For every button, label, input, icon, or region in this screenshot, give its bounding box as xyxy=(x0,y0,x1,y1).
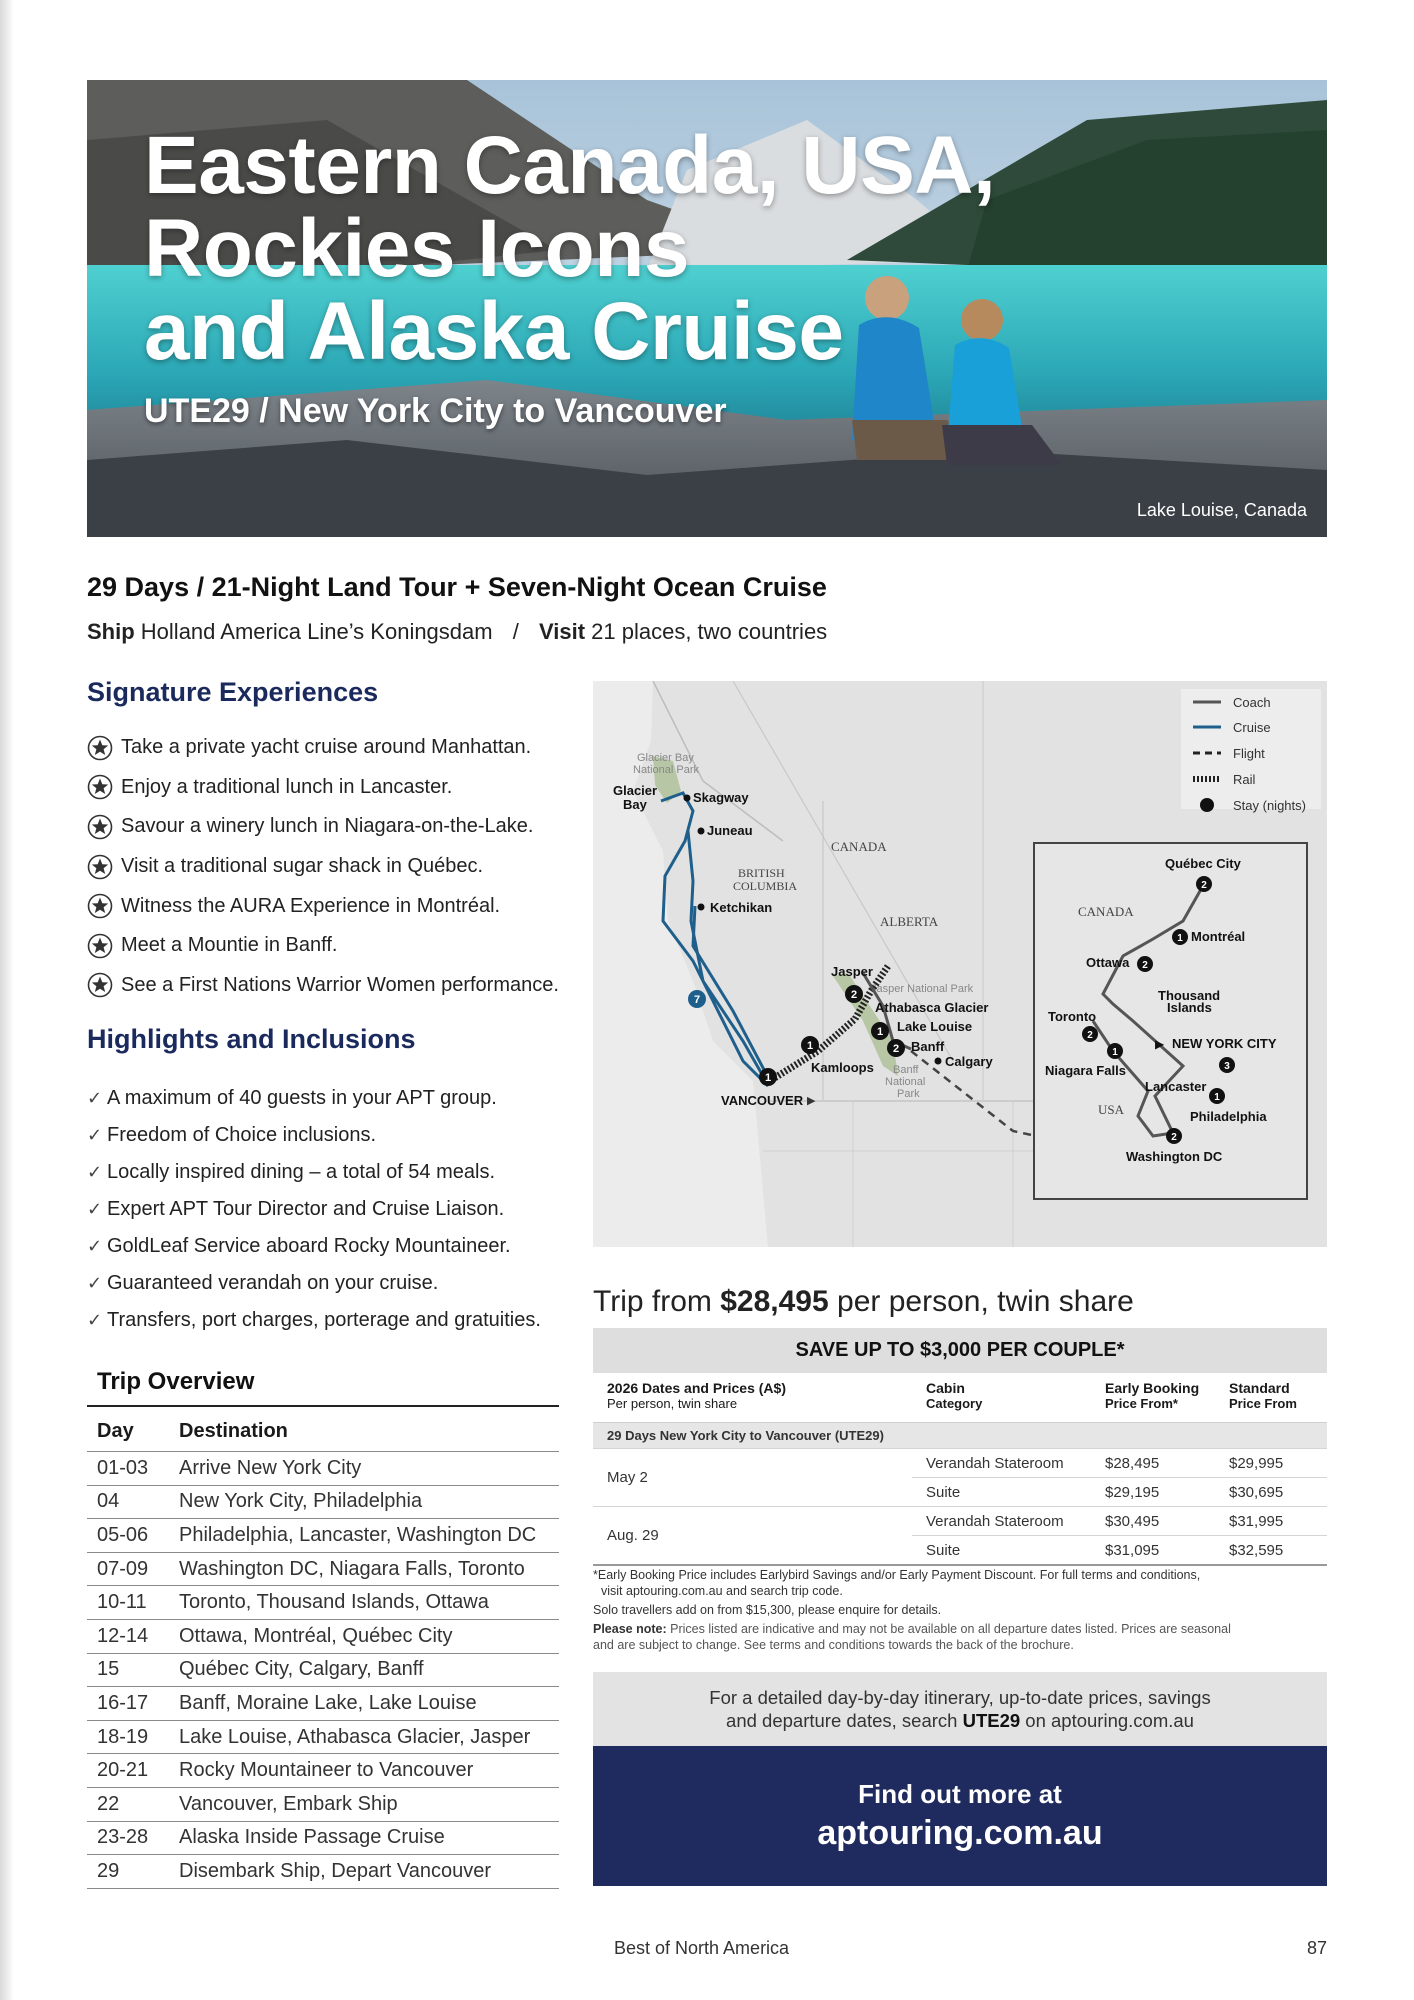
table-row: 16-17 Banff, Moraine Lake, Lake Louise xyxy=(87,1687,559,1721)
stay-count-new-york: 3 xyxy=(1224,1061,1230,1072)
column-header-dates: 2026 Dates and Prices (A$) Per person, twin share xyxy=(593,1374,912,1423)
column-header-destination: Destination xyxy=(169,1406,559,1452)
hero-title: Eastern Canada, USA, Rockies Icons and Alaska Cruise xyxy=(144,120,996,377)
star-badge-icon xyxy=(87,854,113,880)
table-row: 22 Vancouver, Embark Ship xyxy=(87,1787,559,1821)
table-row: 18-19 Lake Louise, Athabasca Glacier, Jasper xyxy=(87,1720,559,1754)
meta-separator: / xyxy=(512,619,519,644)
route-map xyxy=(593,681,1327,1247)
trip-overview-table xyxy=(87,1405,559,1889)
list-item: Visit a traditional sugar shack in Québec. xyxy=(87,847,559,887)
arrow-right-icon: ▶ xyxy=(1155,1037,1165,1051)
list-item: Savour a winery lunch in Niagara-on-the-Lake. xyxy=(87,807,559,847)
table-row: 15 Québec City, Calgary, Banff xyxy=(87,1653,559,1687)
please-note: Please note: Prices listed are indicative and may not be available on all departure dates listed. Prices are seasonal and are subject to change. See terms and conditions towards the back of the brochure. xyxy=(593,1622,1231,1652)
list-item: Take a private yacht cruise around Manhattan. xyxy=(87,728,559,768)
legend-coach: Coach xyxy=(1233,695,1271,710)
list-item: Witness the AURA Experience in Montréal. xyxy=(87,886,559,926)
place-kamloops: Kamloops xyxy=(811,1060,874,1075)
price-table xyxy=(593,1374,1327,1566)
table-row: 23-28 Alaska Inside Passage Cruise xyxy=(87,1821,559,1855)
list-item: ✓ Guaranteed verandah on your cruise. xyxy=(87,1272,439,1294)
region-usa: USA xyxy=(1098,1102,1125,1117)
region-bc-line2: COLUMBIA xyxy=(733,879,798,893)
column-header-day: Day xyxy=(87,1406,169,1452)
stay-count-ottawa: 2 xyxy=(1142,960,1148,971)
stay-count-toronto: 2 xyxy=(1087,1030,1093,1041)
legend-cruise: Cruise xyxy=(1233,720,1271,735)
footnote-early-booking: *Early Booking Price includes Earlybird Savings and/or Early Payment Discount. For full terms and conditions, visit aptouring.com.au and search trip code. xyxy=(593,1568,1201,1598)
star-badge-icon xyxy=(87,893,113,919)
place-ottawa: Ottawa xyxy=(1086,955,1130,970)
list-item: Enjoy a traditional lunch in Lancaster. xyxy=(87,768,559,808)
table-row: 05-06 Philadelphia, Lancaster, Washington DC xyxy=(87,1519,559,1553)
highlights-list xyxy=(87,1080,541,1339)
place-skagway: Skagway xyxy=(693,790,749,805)
list-item: ✓ GoldLeaf Service aboard Rocky Mountaineer. xyxy=(87,1235,511,1257)
cta-line1: Find out more at xyxy=(858,1779,1062,1809)
table-row: 12-14 Ottawa, Montréal, Québec City xyxy=(87,1619,559,1653)
list-item: ✓ Expert APT Tour Director and Cruise Liaison. xyxy=(87,1198,505,1220)
stay-count-cruise: 7 xyxy=(693,994,701,1006)
column-header-cabin: Cabin Category xyxy=(912,1374,1091,1423)
place-ketchikan: Ketchikan xyxy=(710,900,773,915)
banff-np-line3: Park xyxy=(897,1088,920,1100)
stay-count-kamloops: 1 xyxy=(806,1040,814,1052)
check-icon: ✓ xyxy=(87,1125,103,1145)
stay-count-niagara: 1 xyxy=(1112,1047,1118,1058)
place-lancaster: Lancaster xyxy=(1145,1079,1207,1094)
glacier-bay-np-line1: Glacier Bay xyxy=(637,752,694,764)
star-badge-icon xyxy=(87,774,113,800)
stay-count-philadelphia: 1 xyxy=(1214,1092,1220,1103)
stay-count-montreal: 1 xyxy=(1177,933,1183,944)
price-from-amount: $28,495 xyxy=(720,1285,829,1318)
stay-count-washington: 2 xyxy=(1171,1132,1177,1143)
stay-count-athabasca: 1 xyxy=(876,1026,884,1038)
list-item: See a First Nations Warrior Women performance. xyxy=(87,966,559,1006)
place-washington: Washington DC xyxy=(1126,1149,1223,1164)
place-niagara: Niagara Falls xyxy=(1045,1063,1126,1078)
highlights-heading: Highlights and Inclusions xyxy=(87,1024,416,1054)
region-bc-line1: BRITISH xyxy=(738,866,785,880)
visit-value: 21 places, two countries xyxy=(591,619,828,644)
region-canada-west: CANADA xyxy=(831,839,887,854)
ship-label: Ship xyxy=(87,619,135,644)
table-row: 20-21 Rocky Mountaineer to Vancouver xyxy=(87,1754,559,1788)
table-row: Suite $29,195 $30,695 xyxy=(593,1478,1327,1507)
hero-banner xyxy=(87,80,1327,537)
place-vancouver: VANCOUVER xyxy=(721,1093,804,1108)
region-alberta: ALBERTA xyxy=(880,914,939,929)
table-row: 07-09 Washington DC, Niagara Falls, Toronto xyxy=(87,1552,559,1586)
table-row: 04 New York City, Philadelphia xyxy=(87,1485,559,1519)
place-glacier-bay-line1: Glacier xyxy=(613,783,658,798)
place-thousand-islands-line2: Islands xyxy=(1167,1000,1212,1015)
banff-np-line2: National xyxy=(885,1076,926,1088)
place-new-york: NEW YORK CITY xyxy=(1172,1036,1277,1051)
check-icon: ✓ xyxy=(87,1236,103,1256)
signature-experiences-list xyxy=(87,728,559,1005)
legend-stay: Stay (nights) xyxy=(1233,798,1306,813)
check-icon: ✓ xyxy=(87,1273,103,1293)
solo-traveller-note: Solo travellers add on from $15,300, please enquire for details. xyxy=(593,1603,942,1617)
place-jasper: Jasper xyxy=(831,964,873,979)
ship-name: Holland America Line’s Koningsdam xyxy=(140,619,493,644)
place-juneau: Juneau xyxy=(707,823,753,838)
table-row: Aug. 29 Verandah Stateroom $30,495 $31,995 xyxy=(593,1507,1327,1536)
table-group-row: 29 Days New York City to Vancouver (UTE29) xyxy=(593,1423,1327,1449)
table-row: 29 Disembark Ship, Depart Vancouver xyxy=(87,1855,559,1889)
signature-experiences-heading: Signature Experiences xyxy=(87,677,379,707)
list-item: ✓ Transfers, port charges, porterage and gratuities. xyxy=(87,1309,541,1331)
place-toronto: Toronto xyxy=(1048,1009,1097,1024)
hero-subtitle: UTE29 / New York City to Vancouver xyxy=(144,392,727,430)
arrow-right-icon: ▶ xyxy=(807,1095,816,1107)
price-headline: Trip from $28,495 per person, twin share xyxy=(593,1285,1134,1318)
trip-meta xyxy=(87,619,827,645)
column-header-standard: Standard Price From xyxy=(1215,1374,1327,1423)
footer-brochure-title: Best of North America xyxy=(614,1938,790,1958)
place-calgary: Calgary xyxy=(945,1054,993,1069)
place-banff: Banff xyxy=(911,1039,945,1054)
photo-caption: Lake Louise, Canada xyxy=(1136,500,1307,520)
table-row: May 2 Verandah Stateroom $28,495 $29,995 xyxy=(593,1449,1327,1478)
legend-rail: Rail xyxy=(1233,772,1256,787)
table-row: Suite $31,095 $32,595 xyxy=(593,1536,1327,1566)
star-badge-icon xyxy=(87,972,113,998)
column-header-early: Early Booking Price From* xyxy=(1091,1374,1215,1423)
list-item: ✓ A maximum of 40 guests in your APT group. xyxy=(87,1087,497,1109)
list-item: Meet a Mountie in Banff. xyxy=(87,926,559,966)
place-philadelphia: Philadelphia xyxy=(1190,1109,1267,1124)
place-quebec: Québec City xyxy=(1165,856,1241,871)
place-glacier-bay-line2: Bay xyxy=(623,797,647,812)
trip-code: UTE29 xyxy=(962,1710,1021,1731)
place-thousand-islands-line1: Thousand xyxy=(1158,988,1221,1003)
cta-website-link[interactable]: aptouring.com.au xyxy=(817,1814,1103,1852)
find-out-more-cta[interactable] xyxy=(593,1746,1327,1886)
itinerary-info-box: For a detailed day-by-day itinerary, up-to-date prices, savings and departure dates, search UTE29 on aptouring.com.au xyxy=(593,1672,1327,1746)
place-athabasca: Athabasca Glacier xyxy=(875,1000,989,1015)
page-number: 87 xyxy=(1306,1938,1327,1958)
list-item: ✓ Freedom of Choice inclusions. xyxy=(87,1124,377,1146)
stay-count-quebec: 2 xyxy=(1201,880,1207,891)
table-header-row xyxy=(593,1374,1327,1423)
check-icon: ✓ xyxy=(87,1088,103,1108)
legend-flight: Flight xyxy=(1233,746,1265,761)
check-icon: ✓ xyxy=(87,1199,103,1219)
stay-count-jasper: 2 xyxy=(850,989,858,1001)
page-edge-shadow xyxy=(0,0,14,2000)
trip-duration-headline: 29 Days / 21-Night Land Tour + Seven-Night Ocean Cruise xyxy=(87,572,827,602)
place-lake-louise: Lake Louise xyxy=(897,1019,973,1034)
stay-count-banff: 2 xyxy=(892,1043,900,1055)
check-icon: ✓ xyxy=(87,1162,103,1182)
star-badge-icon xyxy=(87,814,113,840)
banff-np-line1: Banff xyxy=(893,1064,919,1076)
fine-print xyxy=(593,1567,1323,1656)
check-icon: ✓ xyxy=(87,1310,103,1330)
stay-count-vancouver: 1 xyxy=(764,1072,772,1084)
save-banner: SAVE UP TO $3,000 PER COUPLE* xyxy=(593,1328,1327,1373)
glacier-bay-np-line2: National Park xyxy=(633,764,700,776)
place-montreal: Montréal xyxy=(1191,929,1246,944)
star-badge-icon xyxy=(87,735,113,761)
star-badge-icon xyxy=(87,933,113,959)
table-row: 10-11 Toronto, Thousand Islands, Ottawa xyxy=(87,1586,559,1620)
region-canada-east: CANADA xyxy=(1078,904,1134,919)
list-item: ✓ Locally inspired dining – a total of 54 meals. xyxy=(87,1161,496,1183)
table-row: 01-03 Arrive New York City xyxy=(87,1452,559,1486)
table-header-row xyxy=(87,1406,559,1452)
visit-label: Visit xyxy=(538,619,586,644)
jasper-np-label: Jasper National Park xyxy=(871,983,974,995)
trip-overview-title: Trip Overview xyxy=(97,1368,255,1395)
